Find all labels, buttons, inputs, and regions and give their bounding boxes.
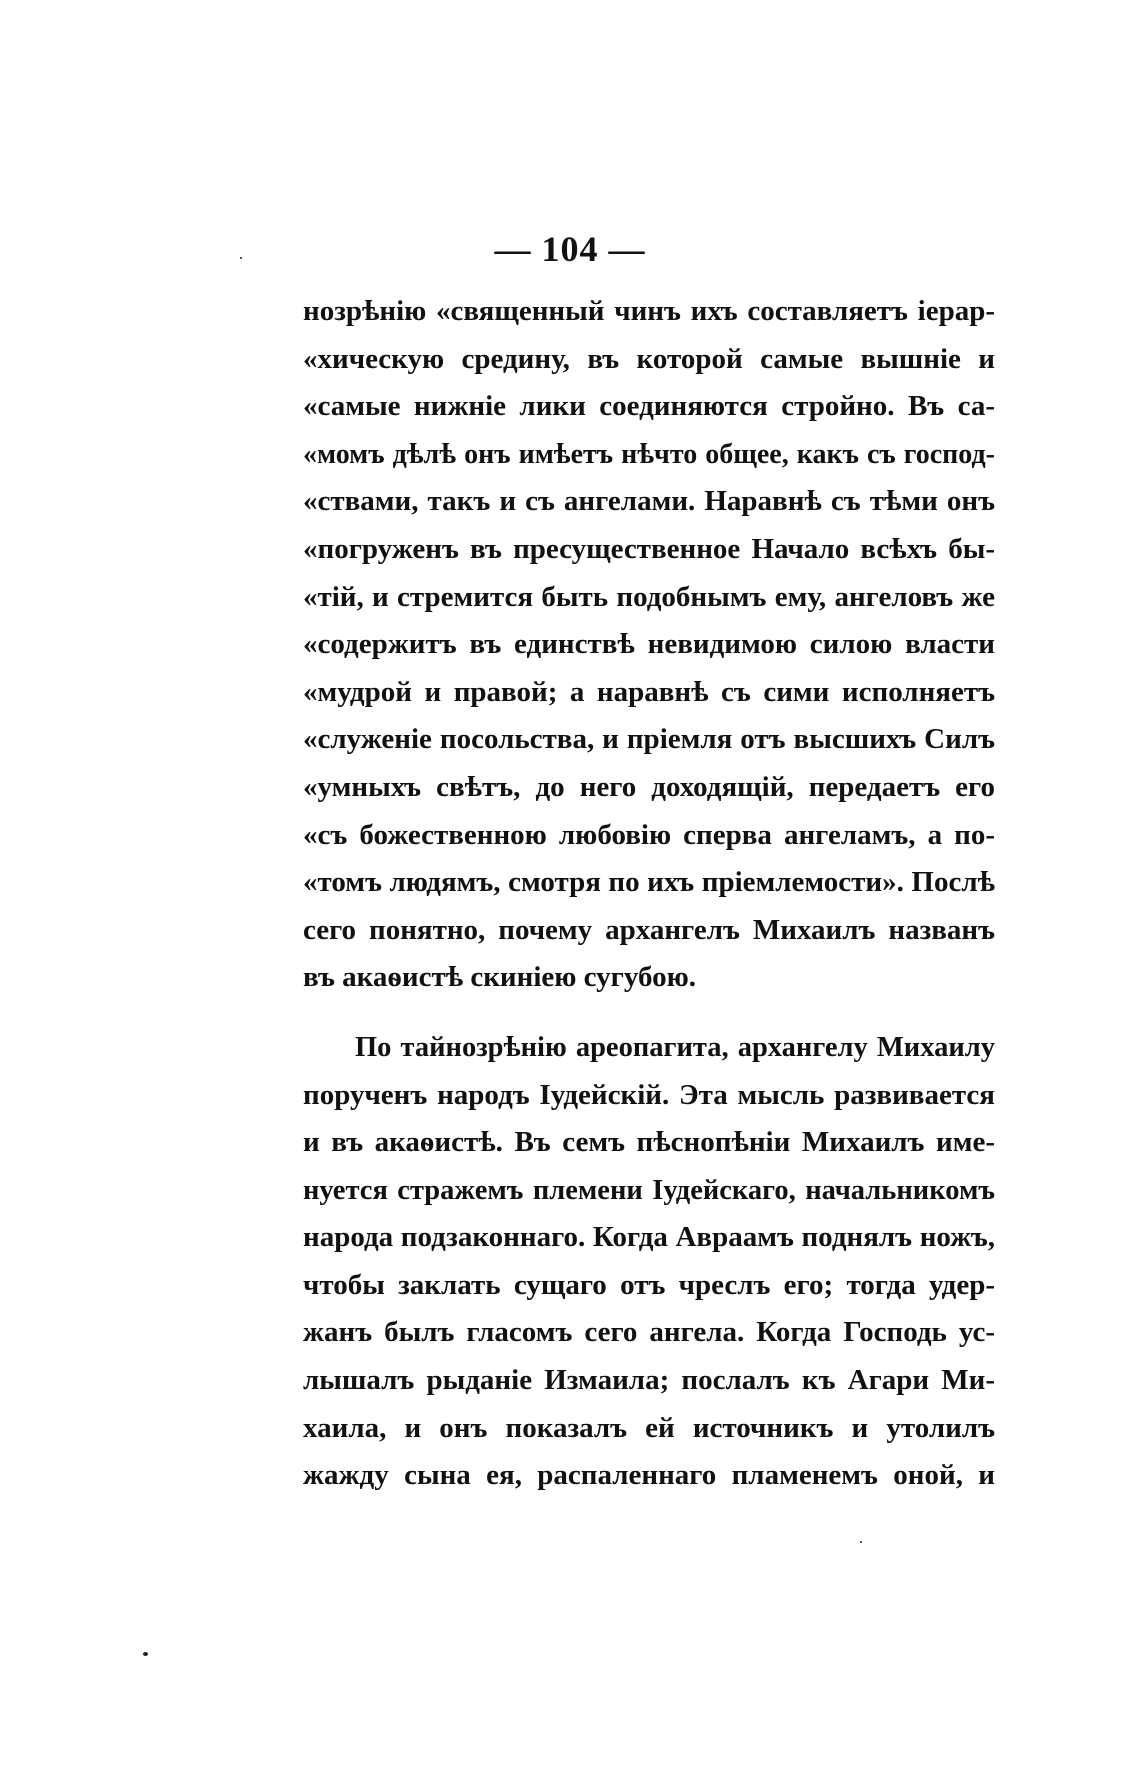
- text-line: жанъ былъ гласомъ сего ангела. Когда Господь ус-: [303, 1316, 995, 1349]
- text-line: «мудрой и правой; а наравнѣ съ сими исполняетъ: [303, 675, 995, 708]
- scan-speck: [240, 257, 242, 259]
- paragraph: [303, 288, 995, 1002]
- text-line: порученъ народъ Іудейскій. Эта мысль развивается: [303, 1078, 995, 1111]
- text-line: «служеніе посольства, и пріемля отъ высшихъ Силъ: [303, 723, 995, 756]
- text-line: «тій, и стремится быть подобнымъ ему, ангеловъ же: [303, 580, 995, 613]
- text-line: хаила, и онъ показалъ ей источникъ и утолилъ: [303, 1411, 995, 1444]
- text-line: жажду сына ея, распаленнаго пламенемъ оной, и: [303, 1459, 995, 1492]
- scan-speck: [143, 1652, 148, 1656]
- text-line: «самые нижніе лики соединяются стройно. Въ са-: [303, 390, 995, 423]
- text-line: «умныхъ свѣтъ, до него доходящій, передаетъ его: [303, 770, 995, 803]
- text-line: «погруженъ въ пресущественное Начало всѣхъ бы-: [303, 532, 995, 565]
- text-line: въ акаѳистѣ скиніею сугубою.: [303, 961, 696, 994]
- text-line: «содержитъ въ единствѣ невидимою силою власти: [303, 628, 995, 661]
- paragraph-gap: [303, 1002, 995, 1024]
- text-line: чтобы заклать сущаго отъ чреслъ его; тогда удер-: [303, 1268, 995, 1301]
- text-line: нозрѣнію «священный чинъ ихъ составляетъ iерар-: [303, 295, 995, 327]
- paragraph: [303, 1024, 995, 1500]
- text-line: народа подзаконнаго. Когда Авраамъ поднялъ ножъ,: [303, 1221, 995, 1254]
- page-number: — 104 —: [494, 229, 646, 269]
- text-line: сего понятно, почему архангелъ Михаилъ названъ: [303, 913, 995, 946]
- text-line: нуется стражемъ племени Іудейскаго, начальникомъ: [303, 1174, 995, 1206]
- text-line: «томъ людямъ, смотря по ихъ пріемлемости». Послѣ: [303, 866, 995, 899]
- text-line: «ствами, такъ и съ ангелами. Наравнѣ съ тѣми онъ: [303, 485, 995, 518]
- text-line: По тайнозрѣнію ареопагита, архангелу Михаилу: [355, 1031, 995, 1063]
- text-line: «съ божественною любовію сперва ангеламъ, а по-: [303, 818, 995, 851]
- text-line: и въ акаѳистѣ. Въ семъ пѣснопѣніи Михаилъ име-: [303, 1126, 995, 1159]
- text-line: «хическую средину, въ которой самые вышніе и: [303, 342, 995, 375]
- text-line: лышалъ рыданіе Измаила; послалъ къ Агари Ми-: [303, 1364, 995, 1397]
- scan-speck: [860, 1541, 862, 1543]
- body-text: [303, 288, 995, 1500]
- text-line: «момъ дѣлѣ онъ имѣетъ нѣчто общее, какъ съ господ-: [303, 438, 995, 470]
